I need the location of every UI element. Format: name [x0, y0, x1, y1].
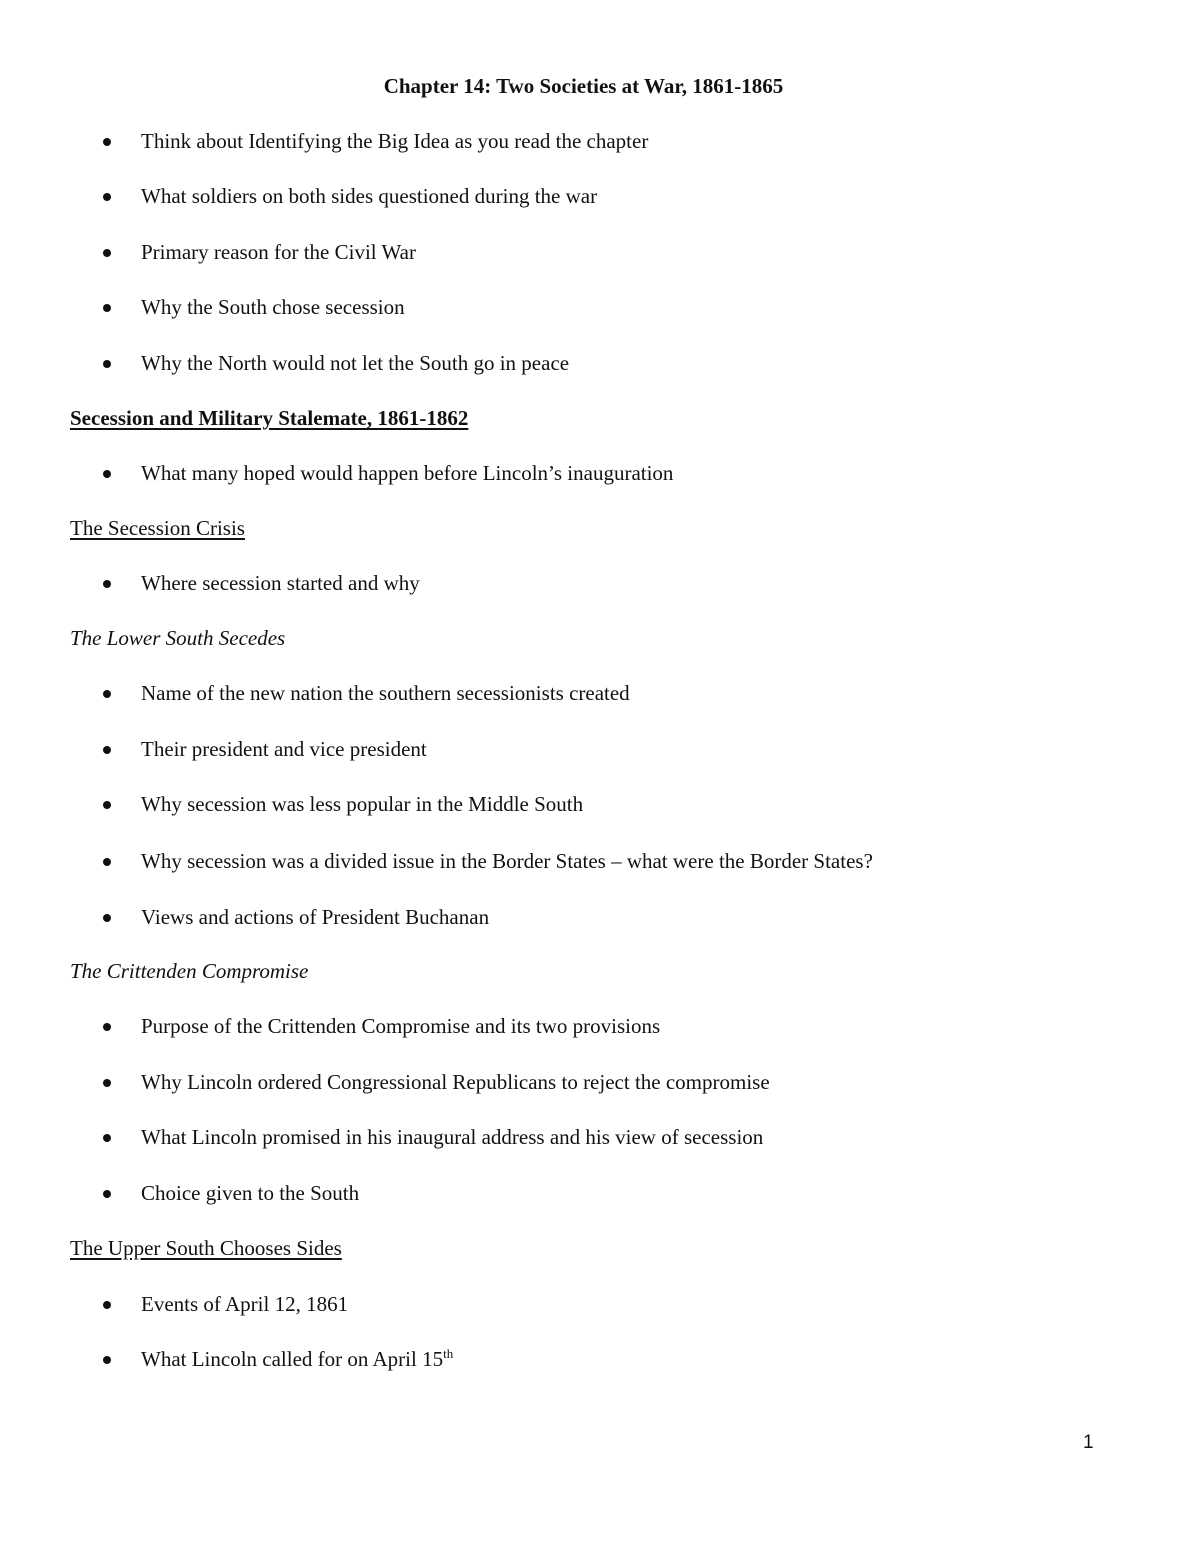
bullet-icon: [103, 1356, 111, 1364]
subsection-heading: The Secession Crisis: [70, 516, 245, 540]
subsection-heading: The Upper South Chooses Sides: [70, 1236, 342, 1260]
list-item-text: Why the North would not let the South go in peace: [141, 351, 570, 375]
bullet-icon: [103, 1301, 111, 1309]
bullet-icon: [103, 360, 111, 368]
bullet-icon: [103, 801, 111, 809]
list-item-text: What Lincoln promised in his inaugural address and his view of secession: [141, 1125, 764, 1149]
list-item-text: What many hoped would happen before Lincoln’s inauguration: [141, 461, 674, 485]
list-item-text: Why the South chose secession: [141, 295, 405, 319]
list-item-text: Primary reason for the Civil War: [141, 240, 416, 264]
list-item-text: Choice given to the South: [141, 1181, 360, 1205]
bullet-icon: [103, 580, 111, 588]
bullet-icon: [103, 304, 111, 312]
list-item-text: Why secession was less popular in the Middle South: [141, 792, 584, 816]
page-number: 1: [1083, 1432, 1094, 1453]
bullet-icon: [103, 249, 111, 257]
bullet-icon: [103, 138, 111, 146]
list-item-text: Why secession was a divided issue in the Border States – what were the Border States?: [141, 849, 873, 873]
list-item-text: Where secession started and why: [141, 571, 420, 595]
list-item-text: Think about Identifying the Big Idea as you read the chapter: [141, 129, 649, 153]
bullet-icon: [103, 690, 111, 698]
list-item-text: What soldiers on both sides questioned during the war: [141, 184, 598, 208]
bullet-icon: [103, 1023, 111, 1031]
list-item-main-text: What Lincoln called for on April 15: [141, 1347, 444, 1371]
topic-heading: The Crittenden Compromise: [70, 959, 309, 983]
bullet-icon: [103, 746, 111, 754]
bullet-icon: [103, 1079, 111, 1087]
list-item-text: [141, 1345, 453, 1373]
bullet-icon: [103, 1190, 111, 1198]
list-item-text: Events of April 12, 1861: [141, 1292, 349, 1316]
list-item-text: Their president and vice president: [141, 737, 427, 761]
bullet-icon: [103, 470, 111, 478]
section-heading: Secession and Military Stalemate, 1861-1862: [70, 406, 469, 430]
list-item-text: Views and actions of President Buchanan: [141, 905, 490, 929]
list-item-text: Purpose of the Crittenden Compromise and its two provisions: [141, 1014, 661, 1038]
list-item-text: Name of the new nation the southern secessionists created: [141, 681, 630, 705]
bullet-icon: [103, 858, 111, 866]
bullet-icon: [103, 193, 111, 201]
list-item-text: Why Lincoln ordered Congressional Republicans to reject the compromise: [141, 1070, 770, 1094]
topic-heading: The Lower South Secedes: [70, 626, 286, 650]
bullet-icon: [103, 914, 111, 922]
ordinal-suffix: th: [443, 1346, 454, 1361]
bullet-icon: [103, 1134, 111, 1142]
page-title: Chapter 14: Two Societies at War, 1861-1865: [383, 74, 784, 98]
